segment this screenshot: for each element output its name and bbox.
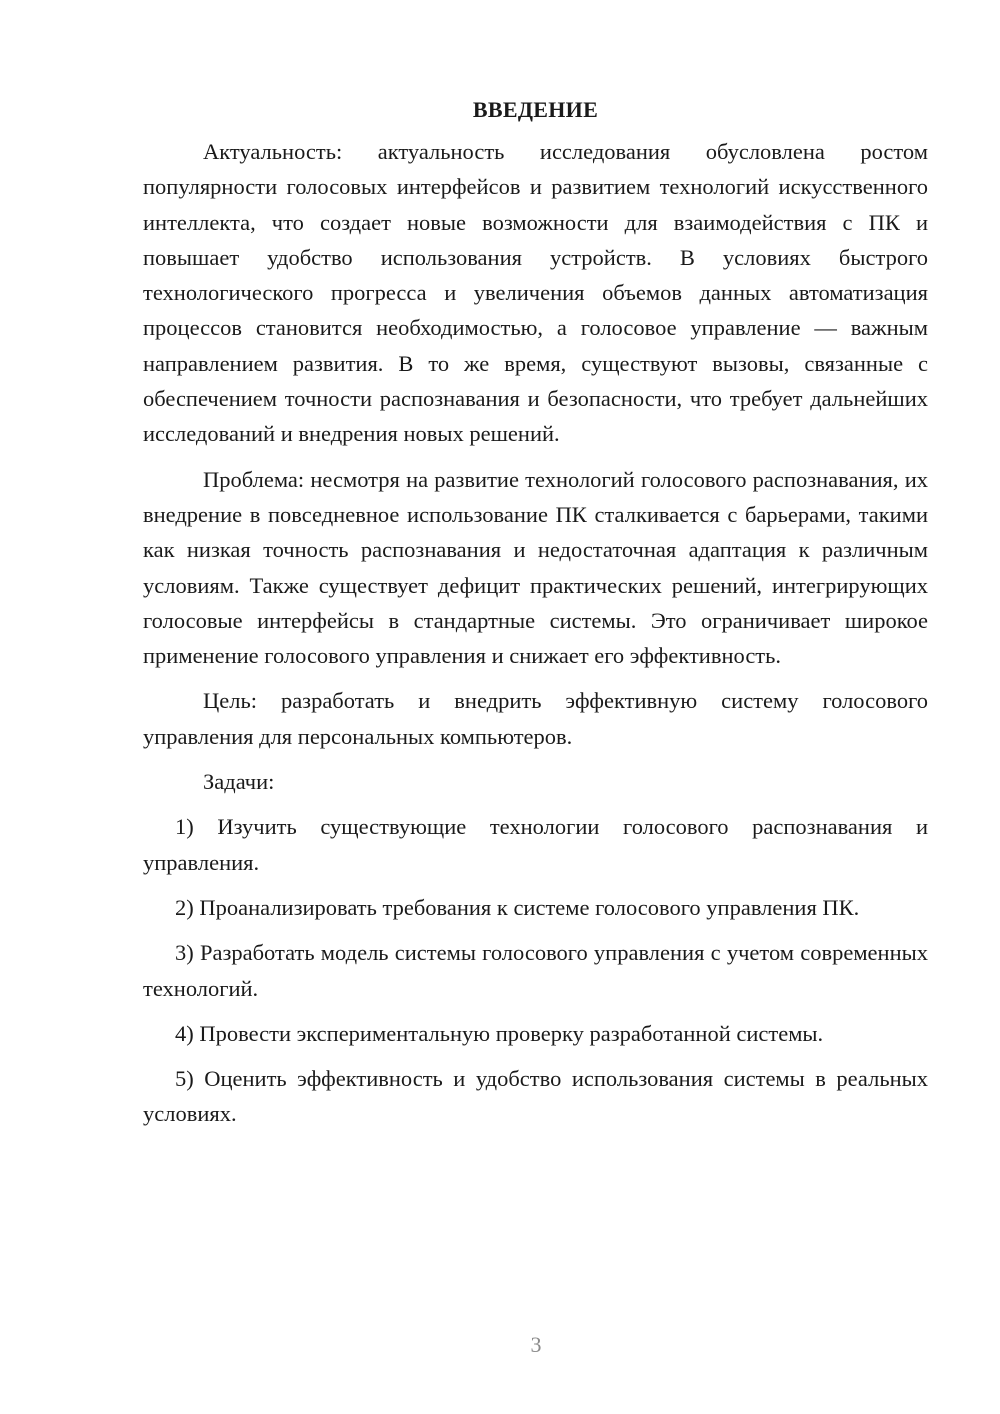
task-item-4: 4) Провести экспериментальную проверку разработанной системы. bbox=[175, 1020, 824, 1046]
task-item-5: 5) Оценить эффективность и удобство использования системы в реальных условиях. bbox=[143, 1066, 928, 1127]
task-item-3: 3) Разработать модель системы голосового управления с учетом современных технологий. bbox=[143, 940, 928, 1001]
section-title: ВВЕДЕНИЕ bbox=[472, 97, 599, 122]
page-number: 3 bbox=[530, 1332, 542, 1357]
tasks-heading: Задачи: bbox=[203, 769, 275, 795]
task-item-1: 1) Изучить существующие технологии голосового распознавания и управления. bbox=[143, 814, 928, 875]
relevance-paragraph: Актуальность: актуальность исследования обусловлена ростом популярности голосовых интерфейсов и развитием технологий искусственного интеллекта, что создает новые возможности для взаимодействия с ПК и повышает удобство использования устройств. В условиях быстрого технологического прогресса и увеличения объемов данных автоматизация процессов становится необходимостью, а голосовое управление — важным направлением развития. В то же время, существуют вызовы, связанные с обеспечением точности распознавания и безопасности, что требует дальнейших исследований и внедрения новых решений. bbox=[143, 139, 928, 447]
document-page bbox=[143, 92, 928, 1142]
task-item-2: 2) Проанализировать требования к системе голосового управления ПК. bbox=[175, 894, 860, 920]
goal-paragraph: Цель: разработать и внедрить эффективную систему голосового управления для персональных компьютеров. bbox=[143, 688, 928, 749]
problem-paragraph: Проблема: несмотря на развитие технологий голосового распознавания, их внедрение в повседневное использование ПК сталкивается с барьерами, такими как низкая точность распознавания и недостаточная адаптация к различным условиям. Также существует дефицит практических решений, интегрирующих голосовые интерфейсы в стандартные системы. Это ограничивает широкое применение голосового управления и снижает его эффективность. bbox=[143, 466, 928, 669]
